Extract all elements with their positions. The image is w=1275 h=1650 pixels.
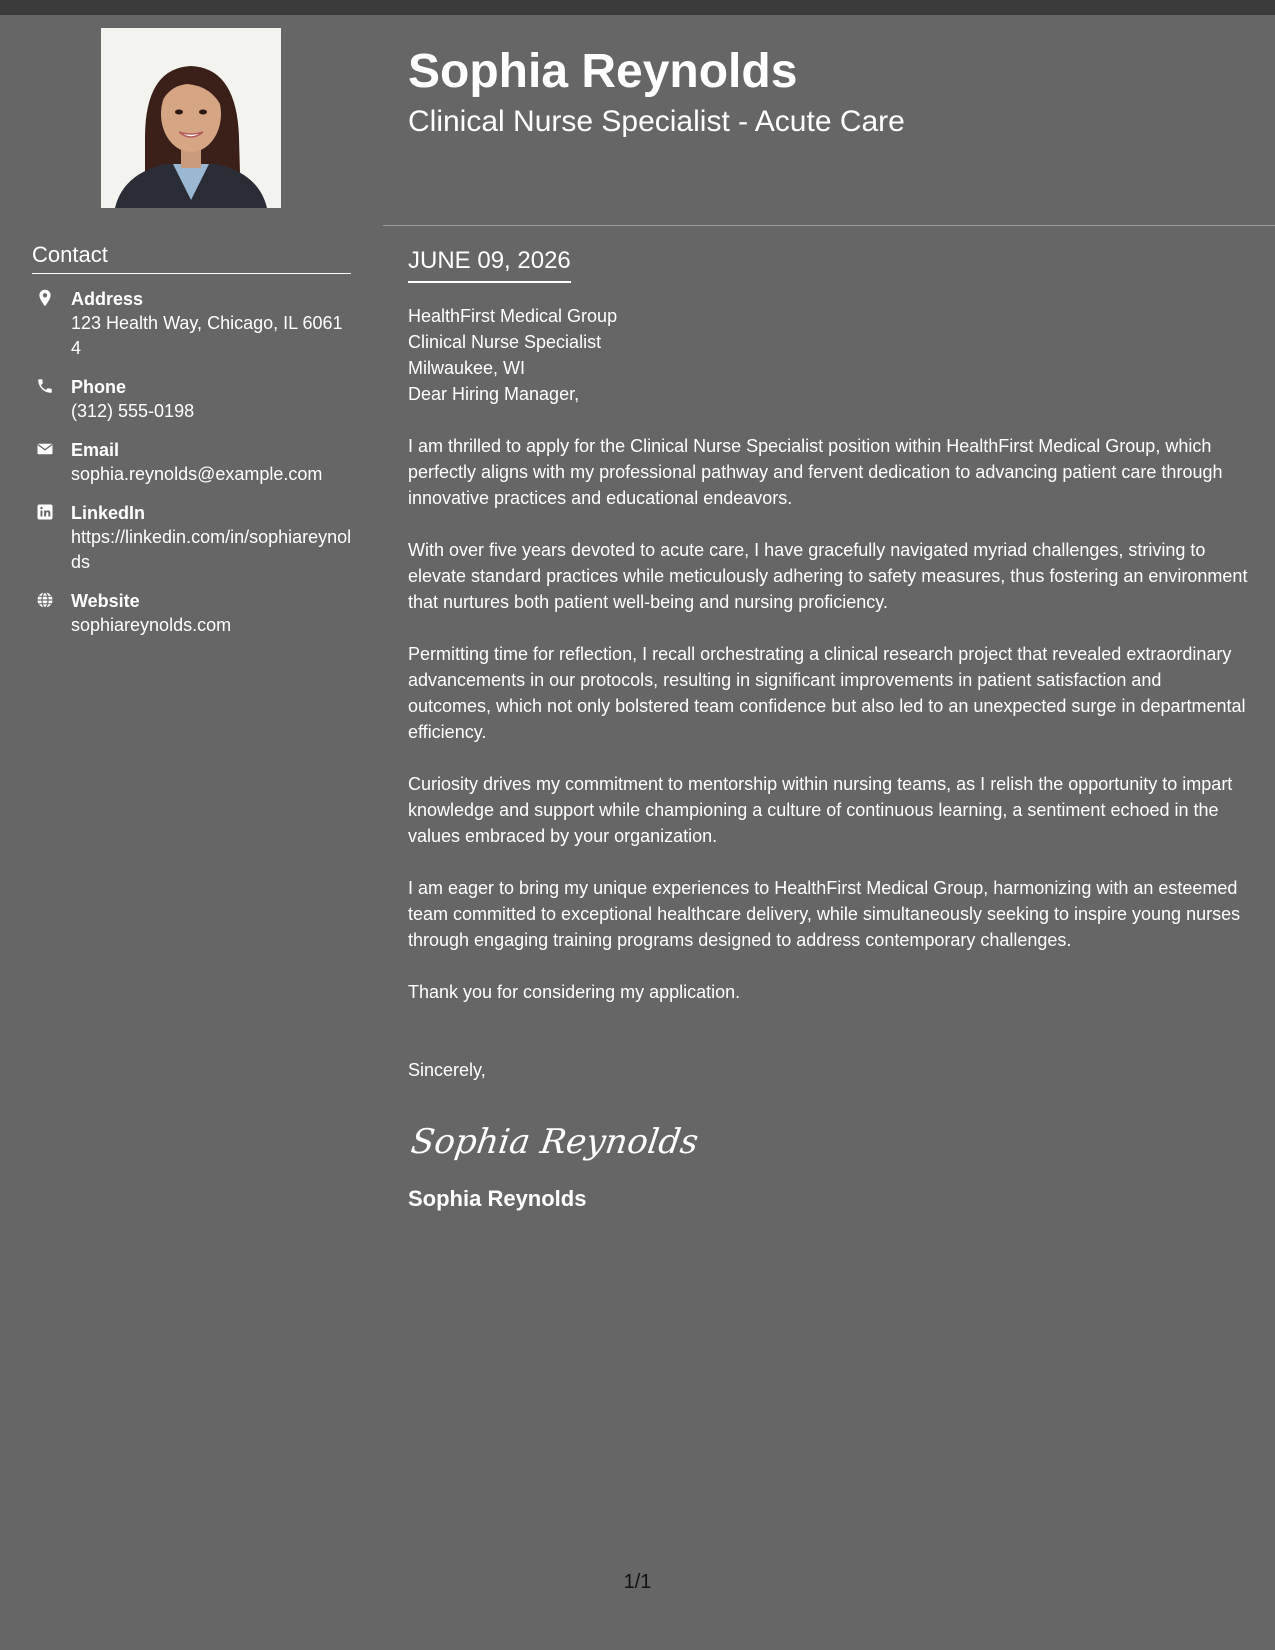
- contact-label: LinkedIn: [71, 503, 146, 523]
- letter-main: [383, 15, 1275, 1650]
- page-number: 1/1: [623, 1571, 652, 1593]
- salutation: Dear Hiring Manager,: [408, 384, 580, 404]
- phone-icon: [36, 377, 54, 395]
- letter-body: [408, 303, 1248, 1213]
- globe-icon: [36, 591, 54, 609]
- recipient-line: Clinical Nurse Specialist: [408, 332, 602, 352]
- sidebar: [0, 15, 383, 1650]
- signed-name: Sophia Reynolds: [408, 1186, 587, 1211]
- contact-value[interactable]: https://linkedin.com/in/sophiareynolds: [71, 527, 352, 572]
- contact-value: (312) 555-0198: [71, 401, 195, 421]
- contact-label: Email: [71, 440, 120, 460]
- contact-label: Address: [71, 289, 144, 309]
- applicant-title: Clinical Nurse Specialist - Acute Care: [408, 105, 905, 138]
- letter-paragraph: Thank you for considering my application.: [408, 982, 741, 1002]
- letter-paragraph: Permitting time for reflection, I recall orchestrating a clinical research project that revealed extraordinary advancements in our protocols, resulting in significant improvements in patient satisfaction and outcomes, which not only bolstered team confidence but also led to an unexpected surge in departmental efficiency.: [408, 644, 1246, 742]
- letter-paragraph: With over five years devoted to acute care, I have gracefully navigated myriad challenges, striving to elevate standard practices while meticulously adhering to safety measures, thus fostering an environment that nurtures both patient well-being and nursing proficiency.: [408, 540, 1248, 612]
- recipient-block: [408, 303, 1248, 381]
- signature: [408, 1109, 1248, 1173]
- letter-date: JUNE 09, 2026: [408, 245, 571, 283]
- top-bar: [0, 0, 1275, 15]
- avatar-portrait: [101, 28, 281, 208]
- contact-item-address: [32, 287, 352, 361]
- envelope-icon: [36, 440, 54, 458]
- contact-item-email: [32, 438, 352, 487]
- contact-list: [32, 287, 352, 652]
- contact-label: Website: [71, 591, 140, 611]
- closing: Sincerely,: [408, 1060, 486, 1080]
- contact-value: 123 Health Way, Chicago, IL 60614: [71, 313, 343, 358]
- contact-value[interactable]: sophiareynolds.com: [71, 615, 232, 635]
- letter-paragraph: I am thrilled to apply for the Clinical Nurse Specialist position within HealthFirst Medical Group, which perfectly aligns with my professional pathway and fervent dedication to advancing patient care through innovative practices and educational endeavors.: [408, 436, 1223, 508]
- contact-item-linkedin: [32, 501, 352, 575]
- header-divider: [383, 225, 1275, 226]
- avatar: [101, 28, 281, 208]
- letter-paragraph: I am eager to bring my unique experiences to HealthFirst Medical Group, harmonizing with an esteemed team committed to exceptional healthcare delivery, while simultaneously seeking to inspire young nurses through engaging training programs designed to address contemporary challenges.: [408, 878, 1241, 950]
- linkedin-icon: [36, 503, 54, 521]
- contact-heading: Contact: [32, 241, 351, 274]
- contact-label: Phone: [71, 377, 127, 397]
- contact-item-website: [32, 589, 352, 638]
- applicant-name: Sophia Reynolds: [408, 45, 798, 98]
- recipient-line: HealthFirst Medical Group: [408, 306, 618, 326]
- signature-image: [408, 1109, 701, 1173]
- contact-item-phone: [32, 375, 352, 424]
- letter-paragraph: Curiosity drives my commitment to mentorship within nursing teams, as I relish the opportunity to impart knowledge and support while championing a culture of continuous learning, a sentiment echoed in the values embraced by your organization.: [408, 774, 1233, 846]
- signature-text: Sophia Reynolds: [408, 1122, 701, 1162]
- map-pin-icon: [36, 289, 54, 307]
- contact-value: sophia.reynolds@example.com: [71, 464, 323, 484]
- recipient-line: Milwaukee, WI: [408, 358, 526, 378]
